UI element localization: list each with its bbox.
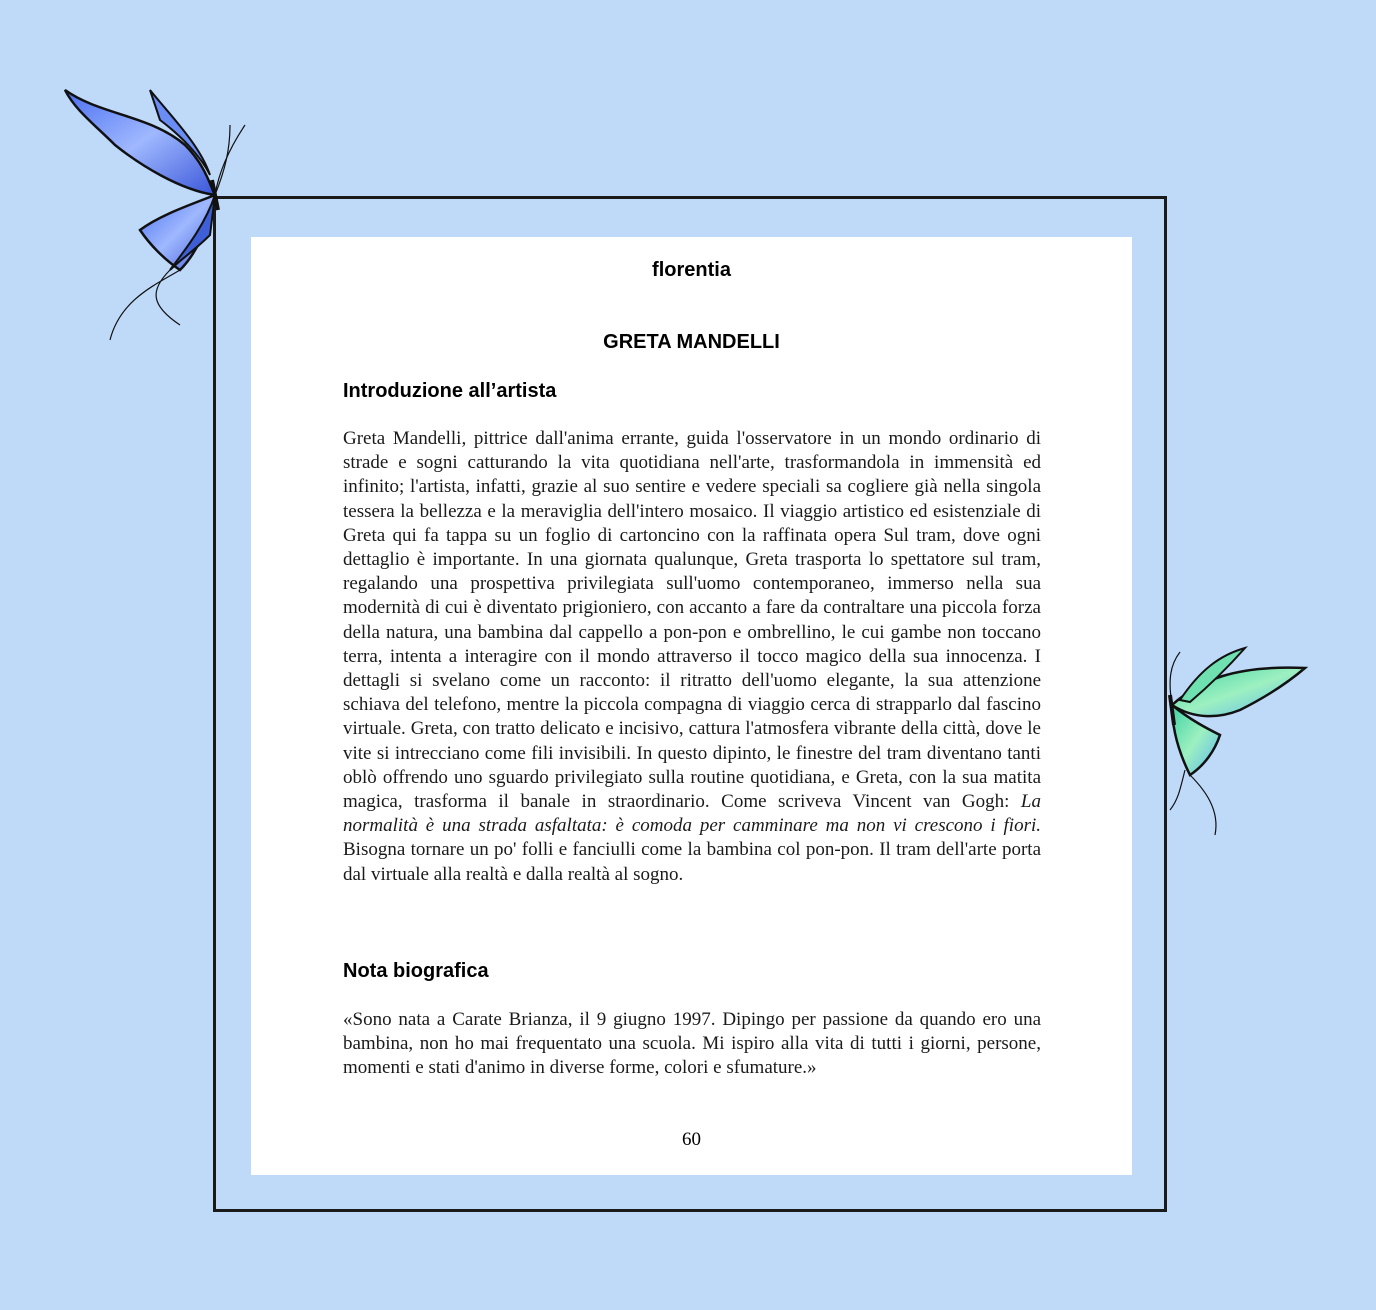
document-page (251, 237, 1132, 1175)
blue-butterfly-icon (60, 85, 260, 345)
page-number: 60 (682, 1129, 701, 1150)
biography-paragraph: «Sono nata a Carate Brianza, il 9 giugno 1997. Dipingo per passione da quando ero una bambina, non ho mai frequentato una scuola. Mi ispiro alla vita di tutti i giorni, persone, momenti e stati d'animo in diverse forme, colori e sfumature.» (343, 1009, 1041, 1079)
section-heading-biography: Nota biografica (343, 960, 489, 982)
introduction-paragraph (343, 427, 1041, 887)
page-title: GRETA MANDELLI (603, 331, 780, 353)
introduction-text: Greta Mandelli, pittrice dall'anima errante, guida l'osservatore in un mondo ordinario di strade e sogni catturando la vita quotidiana nell'arte, trasformandola in immensità ed infinito; l'artista, infatti, grazie al suo sentire e vedere speciali sa cogliere già nella singola tessera la bellezza e la meraviglia dell'intero mosaico. Il viaggio artistico ed esistenziale di Greta qui fa tappa su un foglio di cartoncino con la raffinata opera Sul tram, dove ogni dettaglio è importante. In una giornata qualunque, Greta trasporta lo spettatore sul tram, regalando una prospettiva privilegiata sull'uomo contemporaneo, immerso nella sua modernità di cui è diventato prigioniero, con accanto a fare da contraltare una piccola forza della natura, una bambina dal cappello a pon-pon e ombrellino, le cui gambe non toccano terra, intenta a interagire con il mondo attraverso il tocco magico della sua innocenza. I dettagli si svelano come un racconto: il ritratto dell'uomo elegante, la sua attenzione schiava del telefono, mentre la piccola compagna di viaggio cerca di strapparlo dal fascino virtuale. Greta, con tratto delicato e incisivo, cattura l'atmosfera vibrante della città, dove le vite si intrecciano come fili invisibili. In questo dipinto, le finestre del tram diventano tanti oblò offrendo uno sguardo privilegiato sulla routine quotidiana, e Greta, con la sua matita magica, trasforma il banale in straordinario. Come scriveva Vincent van Gogh: (343, 428, 1041, 813)
running-header: florentia (652, 259, 731, 281)
introduction-text-end: Bisogna tornare un po' folli e fanciulli come la bambina col pon-pon. Il tram dell'arte porta dal virtuale alla realtà e dalla realtà al sogno. (343, 839, 1041, 885)
section-heading-introduction: Introduzione all’artista (343, 380, 557, 402)
van-gogh-quote: La normalità è una strada asfaltata: è comoda per camminare ma non vi crescono i fiori. (343, 791, 1041, 837)
green-butterfly-icon (1160, 640, 1310, 840)
